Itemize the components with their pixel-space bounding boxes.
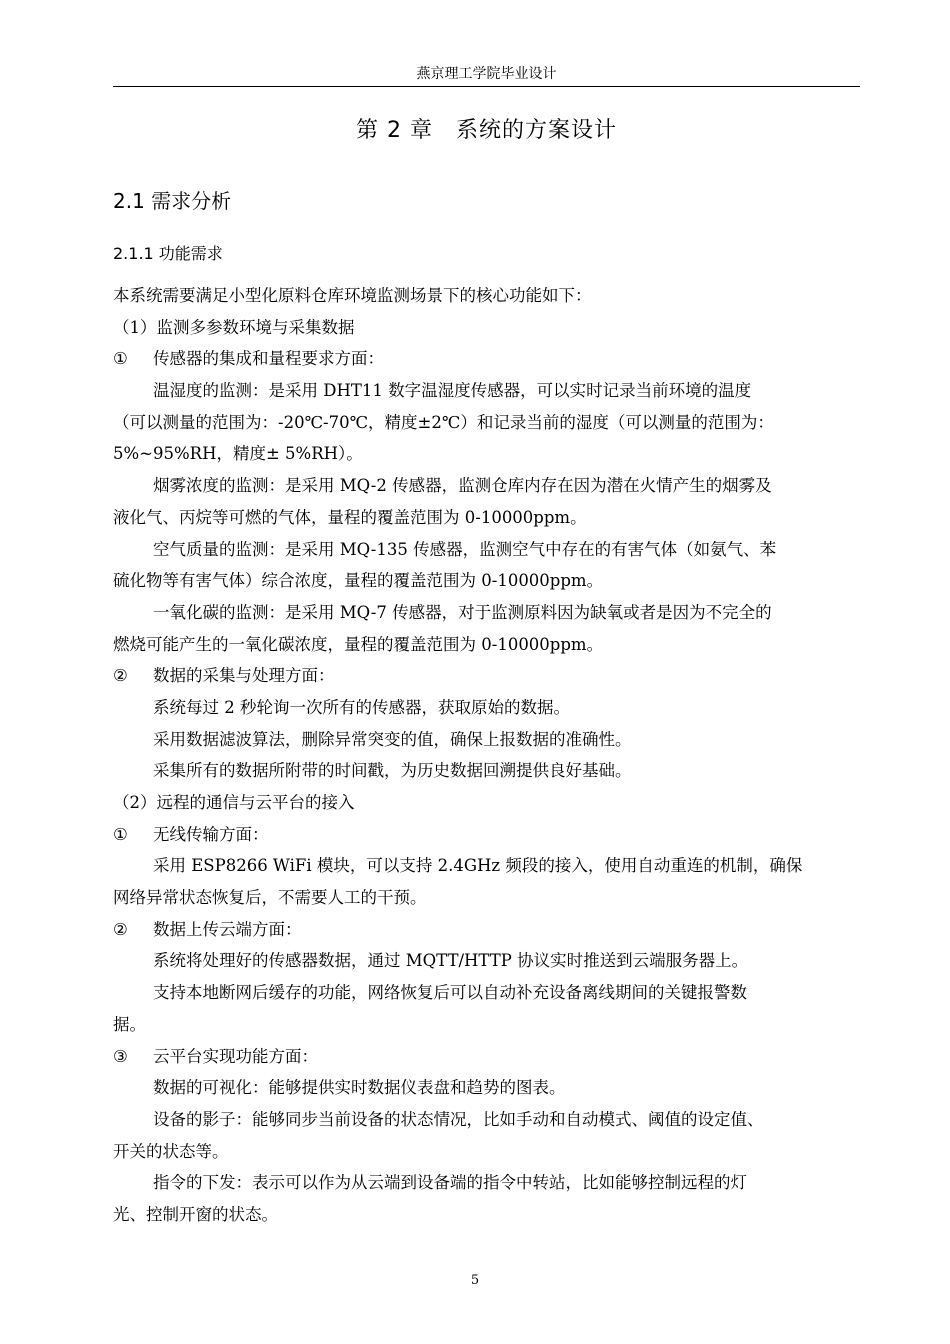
line-text: 云平台实现功能方面： [153,1046,318,1066]
paragraph-line [113,1136,863,1168]
paragraph-line [113,914,863,946]
line-text: 指令的下发：表示可以作为从云端到设备端的指令中转站，比如能够控制远程的灯 [153,1173,747,1193]
paragraph-line [113,1167,863,1199]
paragraph-line [113,407,863,439]
paragraph-line [113,724,863,756]
paragraph-line [113,1041,863,1073]
paragraph-line [113,945,863,977]
list-marker: ③ [113,1046,128,1066]
line-text: 5%~95%RH，精度± 5%RH）。 [113,444,363,464]
line-text: 网络异常状态恢复后，不需要人工的干预。 [113,888,427,908]
line-text: 传感器的集成和量程要求方面： [153,349,384,369]
line-text: 采用数据滤波算法，删除异常突变的值，确保上报数据的准确性。 [153,729,632,749]
line-text: 数据的可视化：能够提供实时数据仪表盘和趋势的图表。 [153,1078,566,1098]
paragraph-line [113,692,863,724]
paragraph-line [113,470,863,502]
paragraph-line [113,280,863,312]
paragraph-line [113,755,863,787]
line-text: （可以测量的范围为：-20℃-70℃，精度±2℃）和记录当前的湿度（可以测量的范围为： [113,412,774,432]
header-divider [113,86,860,87]
line-text: 空气质量的监测：是采用 MQ-135 传感器，监测空气中存在的有害气体（如氨气、苯 [153,539,777,559]
line-text: 据。 [113,1014,146,1034]
line-text: 系统每过 2 秒轮询一次所有的传感器，获取原始的数据。 [153,697,570,717]
line-text: 数据的采集与处理方面： [153,666,335,686]
line-text: 支持本地断网后缓存的功能，网络恢复后可以自动补充设备离线期间的关键报警数 [153,983,747,1003]
paragraph-line [113,375,863,407]
paragraph-line [113,787,863,819]
line-text: 烟雾浓度的监测：是采用 MQ-2 传感器，监测仓库内存在因为潜在火情产生的烟雾及 [153,476,772,496]
line-text: 光、控制开窗的状态。 [113,1204,278,1224]
paragraph-line [113,660,863,692]
paragraph-line [113,819,863,851]
paragraph-line [113,977,863,1009]
line-text: 数据上传云端方面： [153,919,302,939]
list-marker: ① [113,824,128,844]
paragraph-line [113,312,863,344]
paragraph-line [113,502,863,534]
line-text: 液化气、丙烷等可燃的气体，量程的覆盖范围为 0-10000ppm。 [113,507,587,527]
line-text: 设备的影子：能够同步当前设备的状态情况，比如手动和自动模式、阈值的设定值、 [153,1109,764,1129]
line-text: 硫化物等有害气体）综合浓度，量程的覆盖范围为 0-10000ppm。 [113,571,604,591]
line-text: 无线传输方面： [153,824,269,844]
line-text: 燃烧可能产生的一氧化碳浓度，量程的覆盖范围为 0-10000ppm。 [113,634,604,654]
paragraph-line [113,597,863,629]
subsection-heading: 2.1.1 功能需求 [113,244,223,263]
line-text: （1）监测多参数环境与采集数据 [113,317,355,337]
line-text: 本系统需要满足小型化原料仓库环境监测场景下的核心功能如下： [113,286,592,305]
paragraph-line [113,1199,863,1231]
paragraph-line [113,1009,863,1041]
list-marker: ② [113,666,128,686]
paragraph-line [113,1072,863,1104]
running-header: 燕京理工学院毕业设计 [416,66,557,82]
paragraph-line [113,534,863,566]
paragraph-line [113,629,863,661]
body-text [113,280,863,1231]
line-text: （2）远程的通信与云平台的接入 [113,793,355,812]
page-number: 5 [470,1273,480,1288]
chapter-title: 第 2 章 系统的方案设计 [356,118,617,143]
line-text: 开关的状态等。 [113,1141,229,1161]
section-heading: 2.1 需求分析 [113,189,232,213]
paragraph-line [113,343,863,375]
line-text: 采用 ESP8266 WiFi 模块，可以支持 2.4GHz 频段的接入，使用自动重连的机制，确保 [153,856,803,876]
paragraph-line [113,565,863,597]
line-text: 温湿度的监测：是采用 DHT11 数字温湿度传感器，可以实时记录当前环境的温度 [153,381,752,401]
paragraph-line [113,1104,863,1136]
paragraph-line [113,438,863,470]
paragraph-line [113,850,863,882]
list-marker: ② [113,919,128,939]
line-text: 系统将处理好的传感器数据，通过 MQTT/HTTP 协议实时推送到云端服务器上。 [153,951,749,971]
line-text: 采集所有的数据所附带的时间戳，为历史数据回溯提供良好基础。 [153,761,632,781]
list-marker: ① [113,349,128,369]
paragraph-line [113,882,863,914]
line-text: 一氧化碳的监测：是采用 MQ-7 传感器，对于监测原料因为缺氧或者是因为不完全的 [153,602,772,622]
